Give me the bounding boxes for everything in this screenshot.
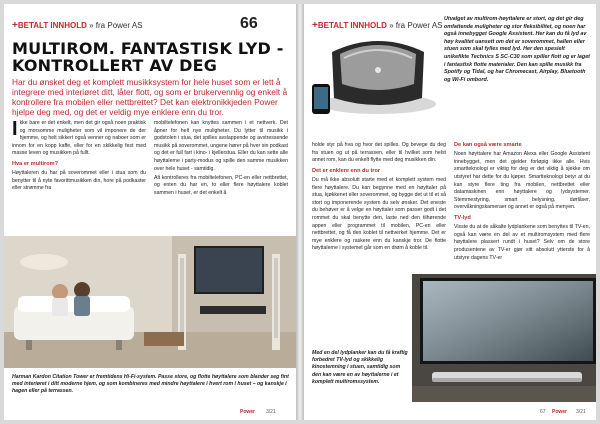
power-logo: Power xyxy=(552,409,568,415)
power-logo: Power xyxy=(240,409,256,415)
article-ingress: Har du ønsket deg et komplett musikksystem for hele huset som er lett å integrere med interiøret ditt, låter flott, og som er brukervennlig og enkelt å kontrollere fra mobilen eller nettbrettet? Det kan elektronikkjeden Power hjelpe deg med, og det er veldig mye enklere enn du tror. xyxy=(12,77,288,117)
tv-soundbar-illustration xyxy=(412,274,596,402)
product-callout: Utvalget av multirom-høyttalere er stort, og det gir deg omfattende muligheter og stor fleksibilitet, og noen har også innebygget Google Assistent. Her kan du få lyd av høy kvalitet uansett om det er soverommet, hallen eller stuen som skal fylles med lyd. Her den spesielt unikefikte Technics S SC-C30 som spiller flott og er laget i fantastisk flotte materialer. Den kan spille musikk fra Spotify og Tidal, og har Chromecast, Airplay, Bluetooth og Wi-Fi ombord. xyxy=(444,16,590,83)
speaker-product-photo xyxy=(304,12,438,132)
tv-soundbar-photo xyxy=(412,274,596,402)
living-room-illustration xyxy=(4,236,296,368)
left-column-1: Ikke bare er det enkelt, men det gir også noen praktisk og morsomme muligheter som vil imponere de der hjemme, og helt sikkert også venner og naboer som er innom for en kopp kaffe, eller for en skikkelig fest med masse leven og musikken på fullt. Hva er multirom? Høyttaleren du har på soverommet eller i stua som du benytter til å nyte favorittmusikken din, hore på podkaster eller strømme fra xyxy=(12,118,146,192)
page-number-footer: 67 xyxy=(540,409,546,415)
plus-icon: + xyxy=(312,20,318,31)
plus-icon: + xyxy=(12,20,18,31)
right-column-2: De kan også være smarte Noen høyttalere har Amazon Alexa eller Google Assistent innebygget, men det gjelder forløpig ikke alle. Hvis smartteknologi er viktig for deg er det viktig å sjekke om utstyret har dette for du kjøper. Smartteknologi betyr at du kan styre flere ting fra mobilen, nettbrettet eller datamaskinen enn høyttalere og lydsystemer. Stemmestyring, smart belysning, dørlåser, overvåkningskameraer og annet er også på menyen. TV-lyd Visste du at de såkalte lydplankene som benyttes til TV-en, også kan være en del av et multiromsystem med flere høyttalere plassert rundt i huset? Selv om de store produsentene av TV-er gjør sitt absolutt ytterste for å utstyre dagens TV-er xyxy=(454,142,590,261)
right-column-1: holde styr på hva og hvor det spilles. Og bevege du deg fra stuen og ut på terrassen, eller til hvilket som helst annet rom, kan du enkelt flytte med deg musikken din. Det er enklere enn du tror Du må ikke absolutt starte med et komplett system med flere høyttalere. Du kan begynne med en høyttaler på stua, kjøkkenet eller soverommet, og bygge det ut til et så stort og imponerende system du selv ønsker. Det eneste du behøver er å velge en høyttaler som passer godt i det rommet du skal benytte den, laste ned den tilhørende appen eller programmet til mobilen, PC-en eller nettbrettet, og få den koblet til nettverket hjemme. Det er mye enklere og raskere enn du kanskje tror. De flotte høyttalerne i systemet går som en drøm å koble til. xyxy=(312,142,446,252)
photo-caption: Harman Kardon Citation Tower er fremtidens Hi-Fi-system. Passe store, og flotte høyttalere som blander seg fint med interiøret i ditt moderne hjem, og som kombineres med mindre høyttalere i hvert rom i huset – og kanskje i hagen eller på terrassen. xyxy=(12,374,289,395)
subheading: TV-lyd xyxy=(454,214,471,221)
living-room-photo xyxy=(4,236,296,368)
article-headline: MULTIROM. FANTASTISK LYD - KONTROLLERT AV DEG xyxy=(12,39,284,75)
subheading: De kan også være smarte xyxy=(454,142,522,148)
photo-caption: Med en del lydplanker kan du få kraftig forbedret TV-lyd og skikkelig kinostemning i stuen, samtidig som den kan være en av høyttalerne i et komplett multiromssystem. xyxy=(312,350,408,385)
issue-number: 3/21 xyxy=(576,409,586,415)
subheading: Det er enklere enn du tror xyxy=(312,167,381,174)
right-page xyxy=(304,4,596,420)
sponsored-kicker: +BETALT INNHOLD » fra Power AS xyxy=(312,20,443,31)
page-gutter xyxy=(296,4,304,420)
page-number: 66 xyxy=(240,15,258,32)
wireless-speaker-illustration xyxy=(304,12,438,132)
subheading: Hva er multirom? xyxy=(12,160,59,167)
left-page xyxy=(4,4,296,420)
left-column-2: mobiltelefonen kan knyttes sammen i et nettverk. Det åpner for helt nye muligheter. Du lytter til musikk i godstolen i stua, det spilles avslappende og avstressende musikk på soverommet, ungene hører på hver sin podkast og det er full fart i kino- i kjellerstua. Eller du kan sette alle høyttalerne i party-modus og spille den samme musikken over hele huset - samtidig. Alt kontrolleres fra mobiltelefonen, PC-en eller nettbrettet, og enten du har en, to eller flere høyttalere koblet sammen i huset, er det enkelt å xyxy=(154,120,288,196)
issue-number: 3/21 xyxy=(266,409,276,415)
drop-cap: I xyxy=(12,118,18,140)
sponsored-kicker: +BETALT INNHOLD » fra Power AS xyxy=(12,20,143,31)
